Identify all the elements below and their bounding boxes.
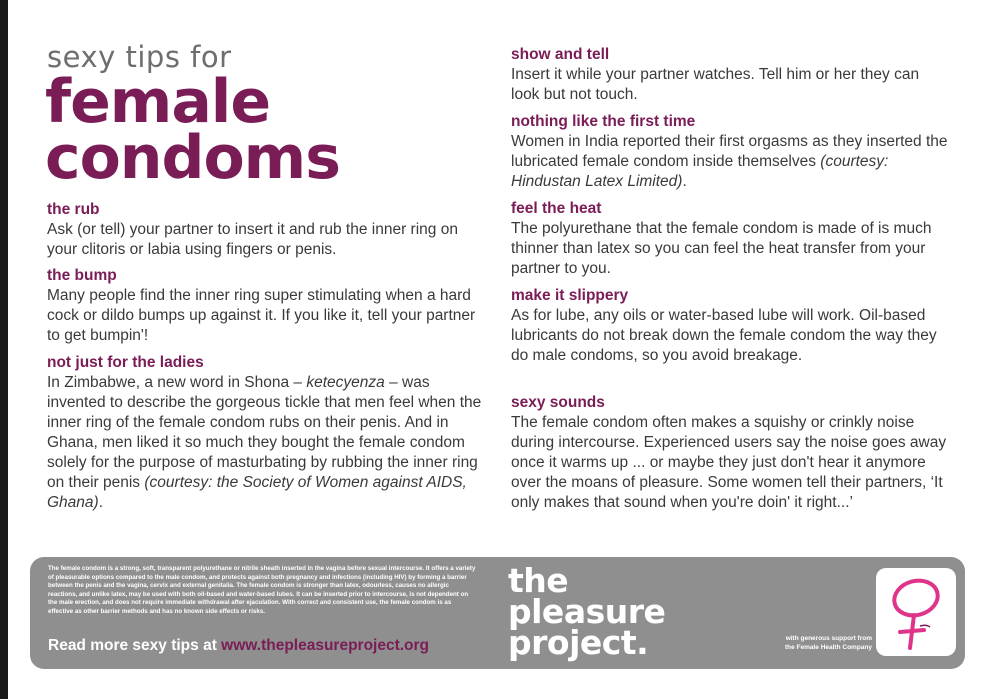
section-the-rub [47, 200, 487, 260]
section-heading: the rub [47, 201, 100, 218]
brand-line-1: the [508, 561, 569, 600]
section-body: Many people find the inner ring super stimulating when a hard cock or dildo bumps up against it. If you like it, tell your partner to get bumpin'! [47, 287, 476, 344]
body-italic: ketecyenza [306, 374, 385, 391]
section-heading: nothing like the first time [511, 113, 696, 130]
body-text: . [682, 173, 687, 190]
page-kicker: sexy tips for [47, 40, 232, 74]
section-body: As for lube, any oils or water-based lube will work. Oil-based lubricants do not break down the female condom the way they do male condoms, so you avoid breakage. [511, 307, 937, 364]
brand-wordmark [508, 561, 666, 662]
body-text: Women in India reported their first orgasms as they inserted the lubricated female condom inside themselves [511, 133, 948, 170]
section-body: The polyurethane that the female condom is made of is much thinner than latex so you can feel the heat transfer from your partner to you. [511, 220, 932, 277]
section-body [47, 373, 487, 513]
sponsor-logo [876, 568, 956, 656]
footer-cta [48, 637, 429, 655]
website-link[interactable]: www.thepleasureproject.org [221, 637, 430, 654]
support-line-2: the Female Health Company [784, 644, 872, 651]
title-line-1: female [45, 67, 271, 137]
body-italic: (courtesy: the Society of Women against AIDS, Ghana) [47, 474, 467, 511]
section-body: The female condom often makes a squishy or crinkly noise during intercourse. Experienced users say the noise goes away once it warms up ... or maybe they just don't hear it anymore over the moans of pleasure. Some women tell their partners, ‘It only makes that sound when you're doin' it right...’ [511, 414, 947, 511]
section-heading: feel the heat [511, 200, 602, 217]
section-heading: make it slippery [511, 287, 629, 304]
page-left-border [0, 0, 8, 699]
section-heading: the bump [47, 267, 117, 284]
section-not-just-for-the-ladies [47, 353, 487, 513]
section-nothing-like-the-first-time [511, 112, 951, 192]
section-feel-the-heat [511, 199, 951, 279]
title-line-2: condoms [45, 123, 340, 193]
female-symbol-icon [876, 568, 956, 656]
section-heading: show and tell [511, 46, 610, 63]
brand-line-2: pleasure [508, 592, 666, 631]
body-text: In Zimbabwe, a new word in Shona – [47, 374, 307, 391]
page-title [45, 67, 340, 193]
support-line-1: with generous support from [785, 635, 872, 642]
section-make-it-slippery [511, 286, 951, 366]
section-show-and-tell [511, 45, 951, 105]
body-text: . [98, 494, 104, 511]
support-credit [750, 634, 872, 652]
section-body: Insert it while your partner watches. Tell him or her they can look but not touch. [511, 66, 920, 103]
footer-panel [30, 557, 965, 669]
body-italic: (courtesy: Hindustan Latex Limited) [511, 153, 889, 190]
section-heading: not just for the ladies [47, 354, 204, 371]
cta-text: Read more sexy tips at [48, 637, 222, 654]
brand-line-3: project. [508, 623, 649, 662]
section-heading: sexy sounds [511, 394, 605, 411]
section-body: Ask (or tell) your partner to insert it and rub the inner ring on your clitoris or labia using fingers or penis. [47, 221, 458, 258]
footer-description: The female condom is a strong, soft, transparent polyurethane or nitrile sheath inserted in the vagina before sexual intercourse. It offers a variety of pleasurable options compared to the male condom, and protects against both pregnancy and infections (including HIV) by forming a barrier between the penis and the vagina, cervix and external genitalia. The female condom is stronger than latex, odourless, causes no allergic reactions, and unlike latex, may be used with both oil-based and water-based lubes. It can be inserted prior to intercourse, is not dependent on the male erection, and does not require immediate withdrawal after ejaculation. With correct and consistent use, the female condom is as effective as other barrier methods and has no known side effects or risks. [48, 565, 476, 615]
body-text: – was invented to describe the gorgeous tickle that men feel when the inner ring of the female condom rubs on their penis. And in Ghana, men liked it so much they bought the female condom solely for the purpose of masturbating by rubbing the inner ring on their penis [47, 374, 482, 491]
section-the-bump [47, 266, 487, 346]
section-sexy-sounds [511, 393, 951, 513]
section-body [511, 132, 951, 192]
